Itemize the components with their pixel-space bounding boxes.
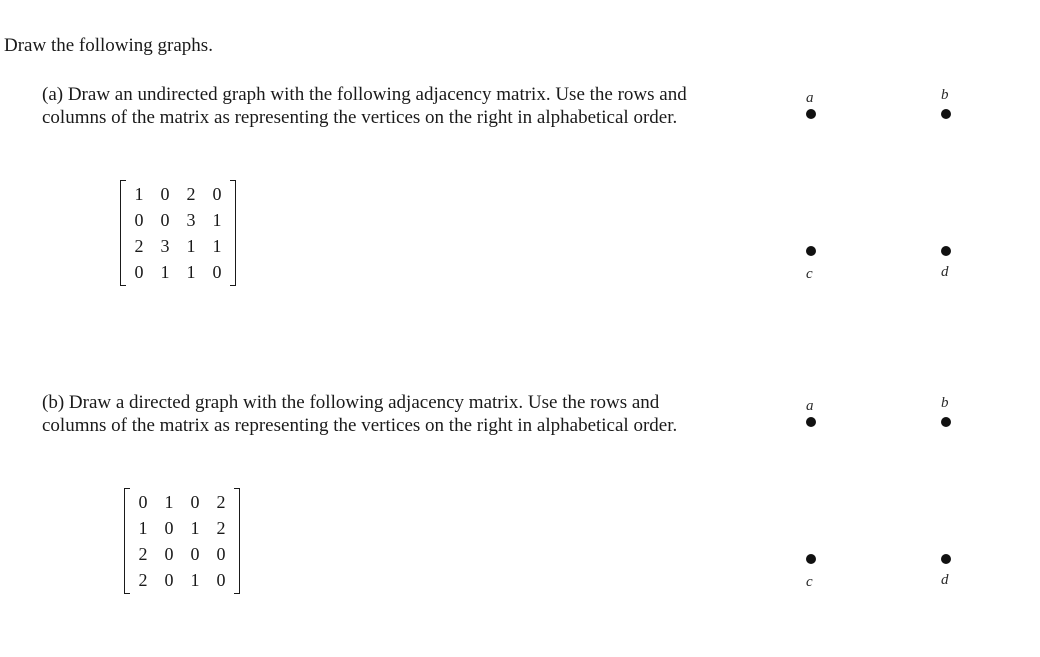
vertex-label-d: d <box>941 572 949 588</box>
vertex-a-dot <box>806 417 816 427</box>
matrix-cell: 0 <box>134 210 144 230</box>
vertex-label-a: a <box>806 90 814 106</box>
matrix-cell: 3 <box>160 236 170 256</box>
matrix-cell: 0 <box>216 544 226 564</box>
matrix-cell: 1 <box>190 518 200 538</box>
part-a-adjacency-matrix <box>122 180 234 286</box>
matrix-cell: 0 <box>164 518 174 538</box>
matrix-cell: 1 <box>186 262 196 282</box>
vertex-d-dot <box>941 246 951 256</box>
matrix-left-bracket <box>124 488 130 594</box>
matrix-cell: 0 <box>134 262 144 282</box>
matrix-cell: 1 <box>134 184 144 204</box>
part-a-prompt <box>42 83 782 129</box>
matrix-row <box>130 567 234 593</box>
matrix-cell: 0 <box>212 184 222 204</box>
part-b-prompt-line-1: (b) Draw a directed graph with the following adjacency matrix. Use the rows and <box>42 392 660 413</box>
matrix-cell: 2 <box>138 570 148 590</box>
matrix-row <box>126 207 230 233</box>
matrix-cell: 1 <box>138 518 148 538</box>
vertex-a-dot <box>806 109 816 119</box>
matrix-cell: 0 <box>190 492 200 512</box>
matrix-cell: 1 <box>186 236 196 256</box>
part-b-prompt <box>42 391 782 437</box>
matrix-cell: 1 <box>164 492 174 512</box>
vertex-label-a: a <box>806 398 814 414</box>
matrix-row <box>130 541 234 567</box>
page-heading: Draw the following graphs. <box>4 35 213 56</box>
matrix-row <box>126 181 230 207</box>
matrix-right-bracket <box>230 180 236 286</box>
vertex-c-dot <box>806 246 816 256</box>
matrix-grid <box>130 489 234 593</box>
vertex-label-c: c <box>806 266 813 282</box>
matrix-row <box>130 489 234 515</box>
matrix-grid <box>126 181 230 285</box>
matrix-cell: 1 <box>160 262 170 282</box>
matrix-cell: 0 <box>138 492 148 512</box>
matrix-cell: 2 <box>216 492 226 512</box>
matrix-cell: 0 <box>164 544 174 564</box>
matrix-cell: 1 <box>190 570 200 590</box>
matrix-right-bracket <box>234 488 240 594</box>
vertex-label-d: d <box>941 264 949 280</box>
matrix-row <box>126 259 230 285</box>
part-b-adjacency-matrix <box>126 488 238 594</box>
matrix-cell: 0 <box>212 262 222 282</box>
matrix-cell: 2 <box>216 518 226 538</box>
matrix-cell: 0 <box>160 184 170 204</box>
part-a-prompt-line-1: (a) Draw an undirected graph with the following adjacency matrix. Use the rows and <box>42 84 687 105</box>
matrix-cell: 0 <box>164 570 174 590</box>
matrix-cell: 2 <box>138 544 148 564</box>
matrix-cell: 2 <box>134 236 144 256</box>
matrix-row <box>130 515 234 541</box>
vertex-d-dot <box>941 554 951 564</box>
vertex-label-b: b <box>941 395 949 411</box>
vertex-label-b: b <box>941 87 949 103</box>
matrix-cell: 0 <box>190 544 200 564</box>
vertex-label-c: c <box>806 574 813 590</box>
part-b-prompt-line-2: columns of the matrix as representing the vertices on the right in alphabetical order. <box>42 415 678 436</box>
matrix-cell: 0 <box>216 570 226 590</box>
matrix-cell: 1 <box>212 236 222 256</box>
vertex-b-dot <box>941 417 951 427</box>
vertex-b-dot <box>941 109 951 119</box>
matrix-left-bracket <box>120 180 126 286</box>
matrix-cell: 3 <box>186 210 196 230</box>
matrix-cell: 1 <box>212 210 222 230</box>
part-a-prompt-line-2: columns of the matrix as representing the vertices on the right in alphabetical order. <box>42 107 678 128</box>
vertex-c-dot <box>806 554 816 564</box>
matrix-cell: 0 <box>160 210 170 230</box>
matrix-row <box>126 233 230 259</box>
matrix-cell: 2 <box>186 184 196 204</box>
